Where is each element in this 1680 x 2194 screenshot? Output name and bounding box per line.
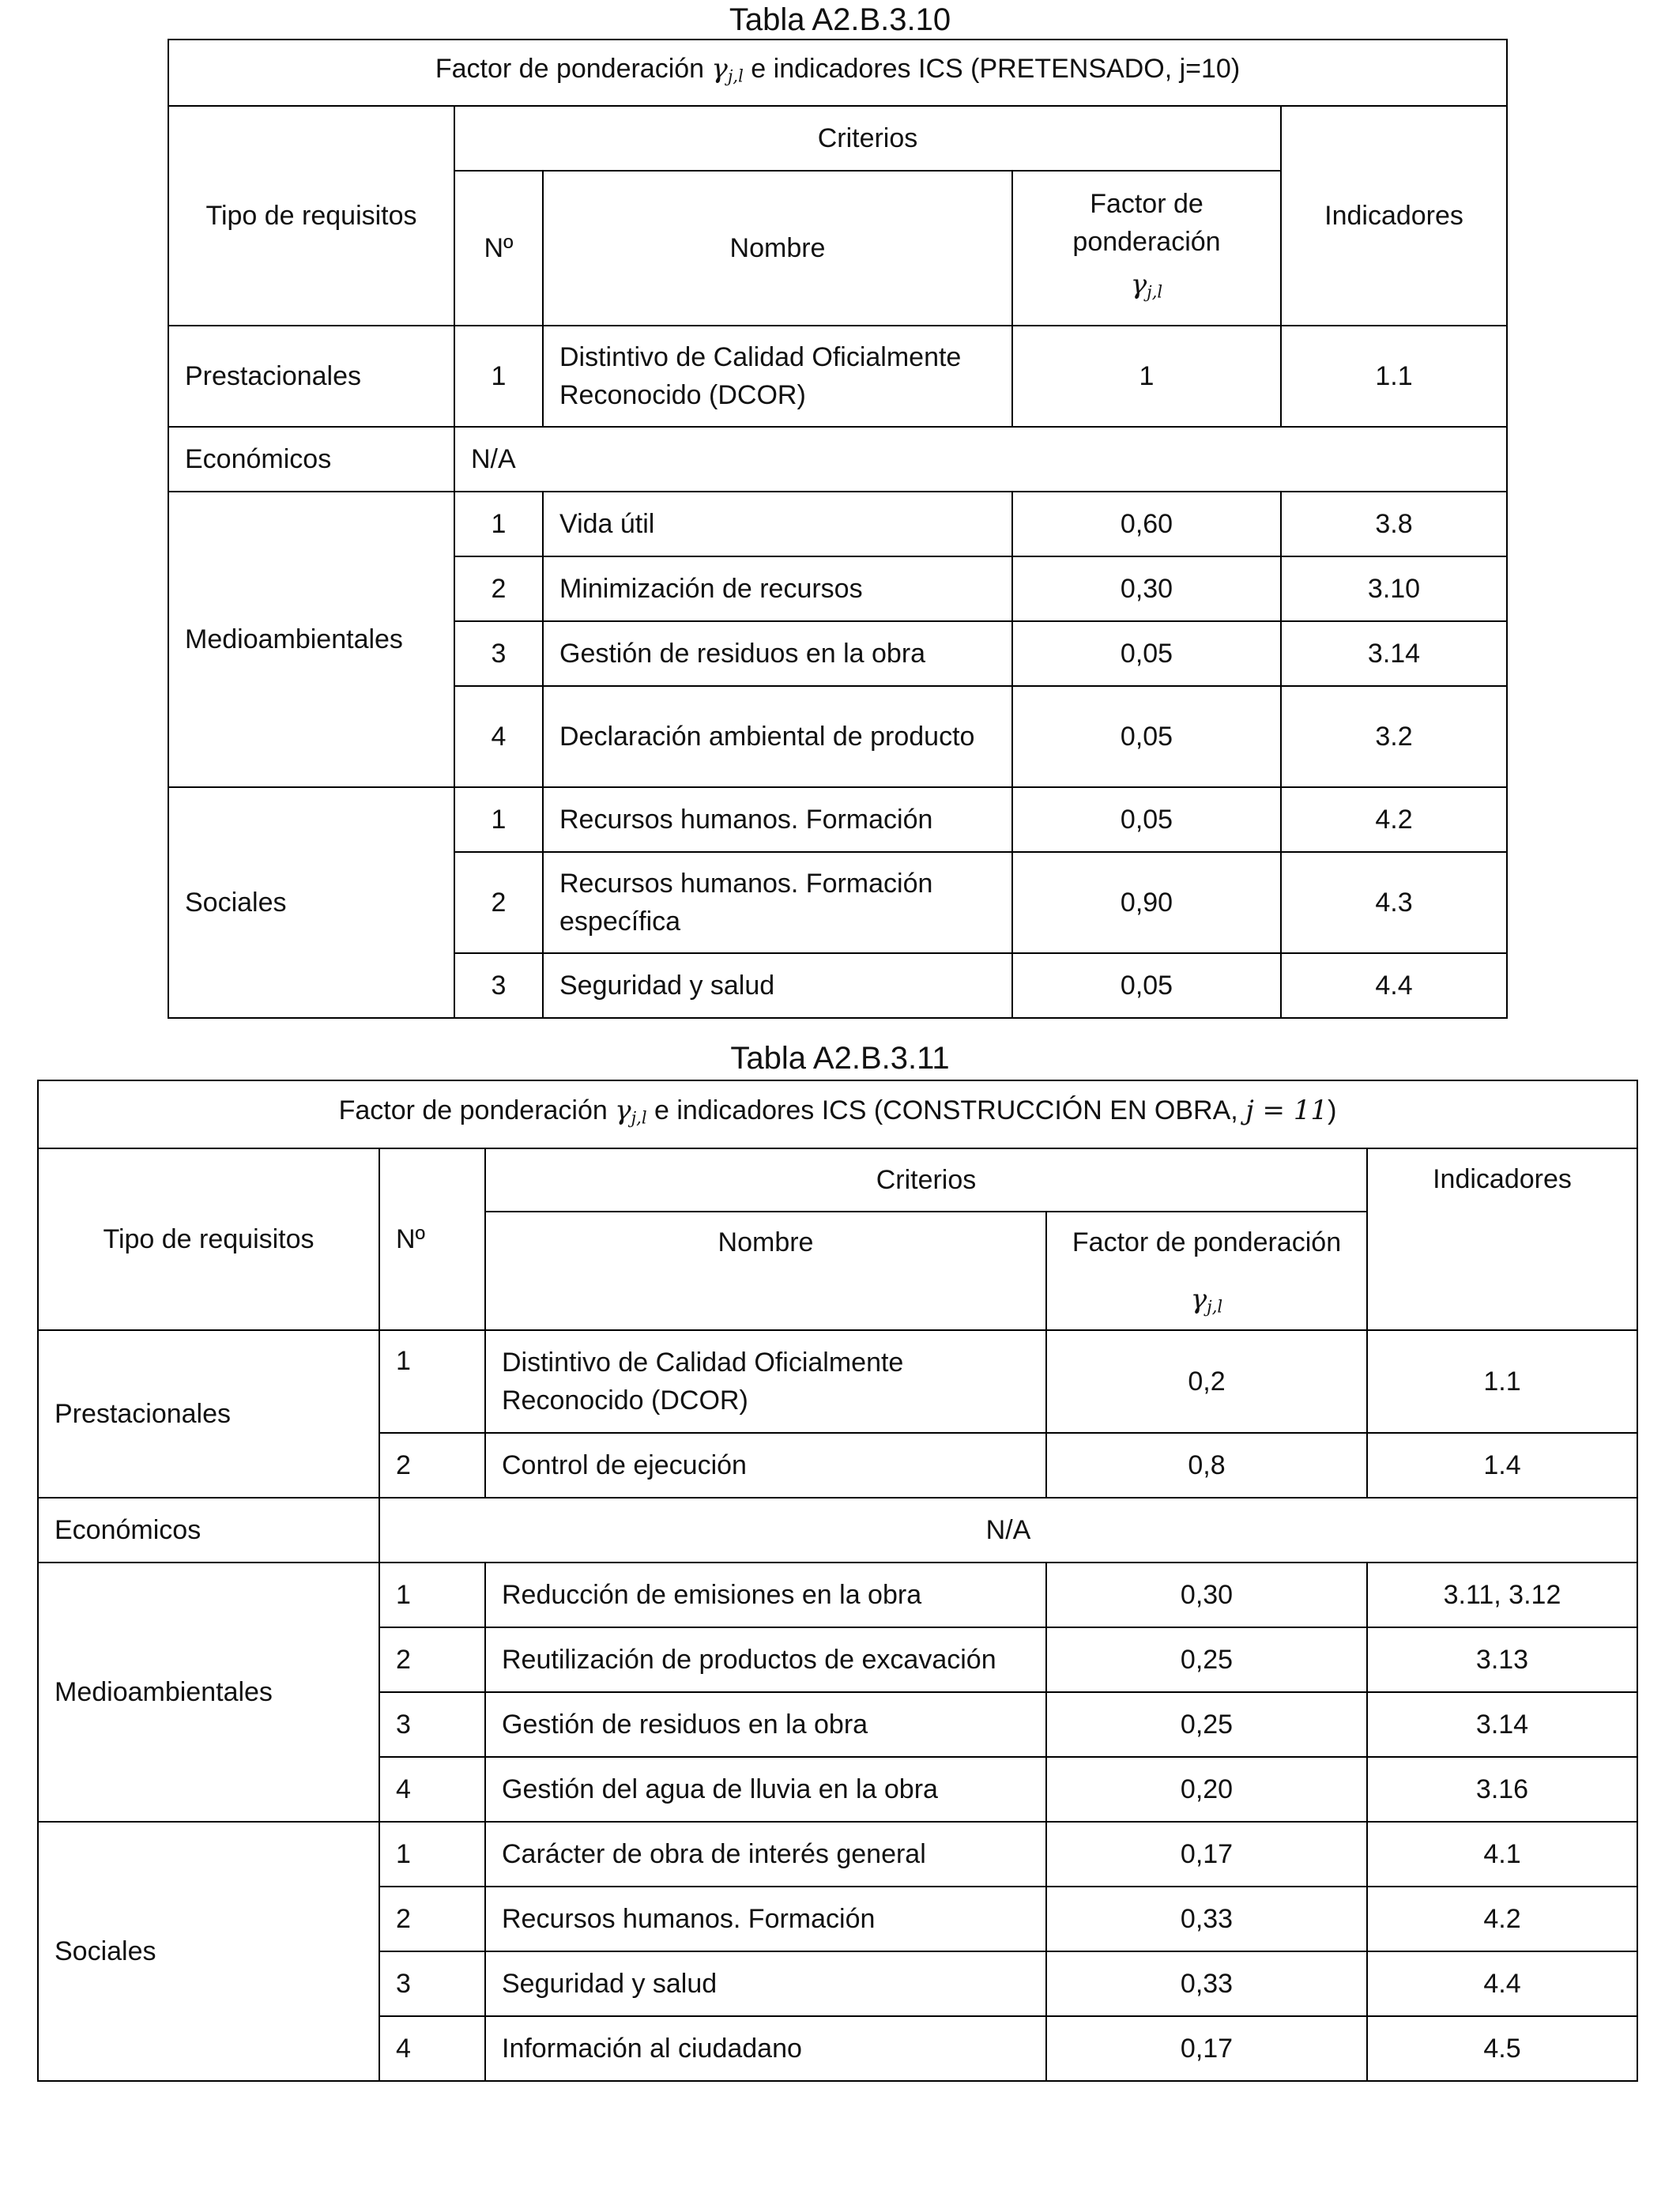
row-nombre: Gestión de residuos en la obra xyxy=(485,1692,1046,1757)
header-tipo: Tipo de requisitos xyxy=(168,106,454,326)
row-nombre: Gestión del agua de lluvia en la obra xyxy=(485,1757,1046,1822)
row-no: 4 xyxy=(454,686,543,787)
header-nombre: Nombre xyxy=(543,171,1012,326)
group-label: Medioambientales xyxy=(38,1563,379,1822)
row-indicador: 4.1 xyxy=(1367,1822,1637,1887)
header-indicadores: Indicadores xyxy=(1367,1148,1637,1330)
row-factor: 0,60 xyxy=(1012,492,1281,556)
row-factor: 0,30 xyxy=(1046,1563,1367,1627)
row-no: 1 xyxy=(454,326,543,427)
row-factor: 0,05 xyxy=(1012,686,1281,787)
header-indicadores: Indicadores xyxy=(1281,106,1507,326)
row-no: 2 xyxy=(379,1627,485,1692)
row-factor: 0,33 xyxy=(1046,1951,1367,2016)
row-nombre: Recursos humanos. Formación xyxy=(543,787,1012,852)
row-na: N/A xyxy=(379,1498,1637,1563)
row-indicador: 4.2 xyxy=(1367,1887,1637,1951)
group-label: Prestacionales xyxy=(38,1330,379,1498)
row-no: 3 xyxy=(379,1951,485,2016)
row-factor: 0,2 xyxy=(1046,1330,1367,1433)
table-row xyxy=(168,326,1507,427)
row-factor: 1 xyxy=(1012,326,1281,427)
row-no: 4 xyxy=(379,1757,485,1822)
row-factor: 0,05 xyxy=(1012,787,1281,852)
row-indicador: 3.10 xyxy=(1281,556,1507,621)
row-nombre: Recursos humanos. Formación xyxy=(485,1887,1046,1951)
row-nombre: Control de ejecución xyxy=(485,1433,1046,1498)
row-nombre: Vida útil xyxy=(543,492,1012,556)
row-indicador: 3.2 xyxy=(1281,686,1507,787)
table-row xyxy=(38,1498,1637,1563)
table-caption: Tabla A2.B.3.10 xyxy=(729,2,951,37)
row-factor: 0,05 xyxy=(1012,953,1281,1018)
row-nombre: Distintivo de Calidad Oficialmente Reconocido (DCOR) xyxy=(485,1330,1046,1433)
row-no: 3 xyxy=(379,1692,485,1757)
row-no: 1 xyxy=(379,1563,485,1627)
row-indicador: 4.3 xyxy=(1281,852,1507,953)
row-no: 2 xyxy=(379,1887,485,1951)
row-nombre: Seguridad y salud xyxy=(543,953,1012,1018)
table-row xyxy=(38,1563,1637,1627)
row-nombre: Recursos humanos. Formación específica xyxy=(543,852,1012,953)
table-row xyxy=(38,1330,1637,1433)
row-indicador: 3.13 xyxy=(1367,1627,1637,1692)
row-indicador: 3.14 xyxy=(1281,621,1507,686)
row-indicador: 4.4 xyxy=(1281,953,1507,1018)
header-nombre: Nombre xyxy=(485,1212,1046,1330)
table-row xyxy=(168,427,1507,492)
row-factor: 0,17 xyxy=(1046,2016,1367,2081)
group-label: Prestacionales xyxy=(168,326,454,427)
header-criterios: Criterios xyxy=(485,1148,1367,1212)
table-row xyxy=(168,492,1507,556)
group-label: Económicos xyxy=(38,1498,379,1563)
row-nombre: Gestión de residuos en la obra xyxy=(543,621,1012,686)
row-no: 1 xyxy=(454,787,543,852)
row-no: 1 xyxy=(379,1822,485,1887)
table-title: Factor de ponderación $\gamma_{j,l}$ e indicadores ICS (PRETENSADO, j=10) xyxy=(168,40,1507,106)
row-no: 1 xyxy=(454,492,543,556)
header-no: Nº xyxy=(379,1148,485,1330)
row-na: N/A xyxy=(454,427,1507,492)
row-nombre: Información al ciudadano xyxy=(485,2016,1046,2081)
row-no: 2 xyxy=(454,556,543,621)
header-factor: Factor de ponderación $\gamma_{j,l}$ xyxy=(1046,1212,1367,1330)
row-factor: 0,17 xyxy=(1046,1822,1367,1887)
row-factor: 0,8 xyxy=(1046,1433,1367,1498)
row-nombre: Distintivo de Calidad Oficialmente Reconocido (DCOR) xyxy=(543,326,1012,427)
table-caption: Tabla A2.B.3.11 xyxy=(730,1041,950,1076)
row-indicador: 3.8 xyxy=(1281,492,1507,556)
row-no: 3 xyxy=(454,953,543,1018)
header-tipo: Tipo de requisitos xyxy=(38,1148,379,1330)
row-factor: 0,30 xyxy=(1012,556,1281,621)
row-factor: 0,25 xyxy=(1046,1627,1367,1692)
row-no: 3 xyxy=(454,621,543,686)
row-no: 2 xyxy=(379,1433,485,1498)
row-nombre: Reducción de emisiones en la obra xyxy=(485,1563,1046,1627)
row-nombre: Reutilización de productos de excavación xyxy=(485,1627,1046,1692)
row-no: 1 xyxy=(379,1330,485,1433)
row-nombre: Minimización de recursos xyxy=(543,556,1012,621)
weighting-table xyxy=(37,1080,1638,2082)
table-row xyxy=(38,1822,1637,1887)
row-factor: 0,20 xyxy=(1046,1757,1367,1822)
row-indicador: 1.1 xyxy=(1367,1330,1637,1433)
row-nombre: Declaración ambiental de producto xyxy=(543,686,1012,787)
row-indicador: 4.4 xyxy=(1367,1951,1637,2016)
row-indicador: 3.16 xyxy=(1367,1757,1637,1822)
table-row xyxy=(168,787,1507,852)
header-criterios: Criterios xyxy=(454,106,1281,171)
group-label: Sociales xyxy=(168,787,454,1018)
header-no: Nº xyxy=(454,171,543,326)
row-indicador: 1.1 xyxy=(1281,326,1507,427)
row-indicador: 4.5 xyxy=(1367,2016,1637,2081)
row-factor: 0,33 xyxy=(1046,1887,1367,1951)
group-label: Medioambientales xyxy=(168,492,454,787)
row-no: 2 xyxy=(454,852,543,953)
row-indicador: 1.4 xyxy=(1367,1433,1637,1498)
row-indicador: 4.2 xyxy=(1281,787,1507,852)
row-no: 4 xyxy=(379,2016,485,2081)
group-label: Sociales xyxy=(38,1822,379,2081)
row-indicador: 3.14 xyxy=(1367,1692,1637,1757)
row-indicador: 3.11, 3.12 xyxy=(1367,1563,1637,1627)
weighting-table xyxy=(168,39,1508,1019)
header-factor: Factor de ponderación $\gamma_{j,l}$ xyxy=(1012,171,1281,326)
row-factor: 0,05 xyxy=(1012,621,1281,686)
row-factor: 0,25 xyxy=(1046,1692,1367,1757)
table-title: Factor de ponderación $\gamma_{j,l}$ e indicadores ICS (CONSTRUCCIÓN EN OBRA, j = 11) xyxy=(38,1080,1637,1148)
group-label: Económicos xyxy=(168,427,454,492)
row-nombre: Carácter de obra de interés general xyxy=(485,1822,1046,1887)
row-factor: 0,90 xyxy=(1012,852,1281,953)
row-nombre: Seguridad y salud xyxy=(485,1951,1046,2016)
